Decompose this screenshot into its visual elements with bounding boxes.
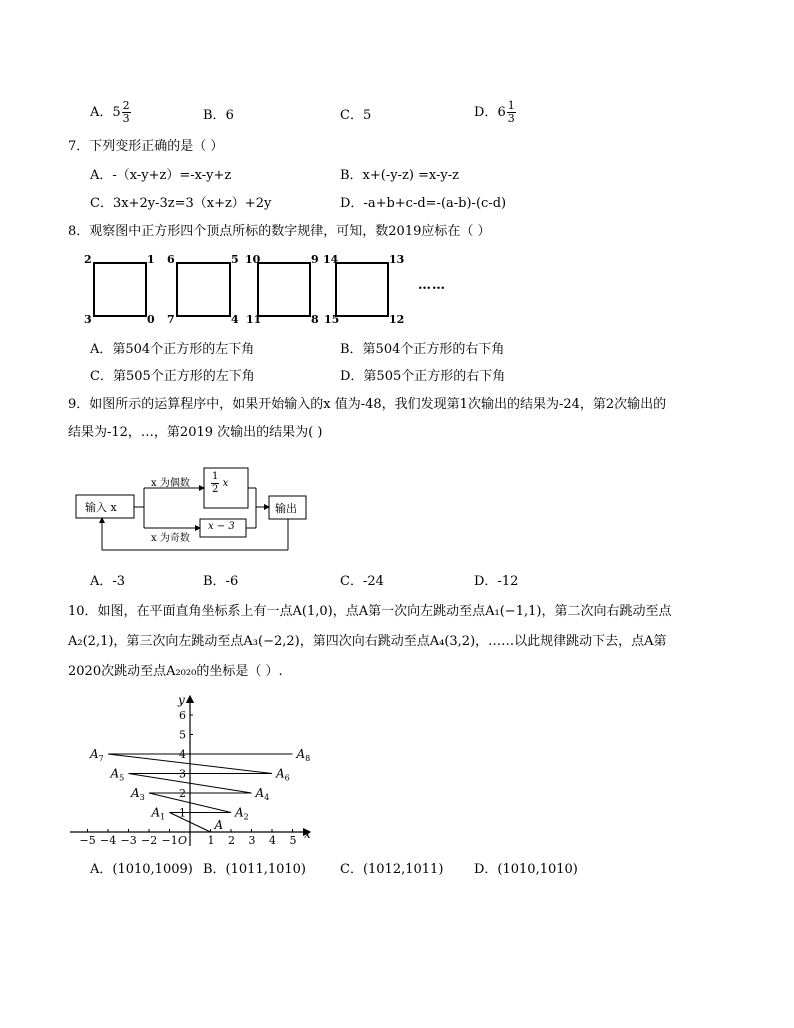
y-tick-label: 4	[179, 748, 186, 761]
denominator: 2	[212, 484, 219, 495]
point-subscript: 3	[139, 793, 145, 802]
square-3-label-tr: 9	[311, 253, 319, 266]
q9-option-b: B．-6	[203, 574, 239, 589]
mixed-whole: 6	[497, 105, 506, 120]
option-letter: A．	[90, 105, 113, 120]
q10-stem-line2: A₂(2,1)，第三次向左跳动至点A₃(−2,2)，第四次向右跳动至点A₄(3,2)，……以此规律跳动下去，点A第	[68, 634, 667, 649]
q8-stem: 8．观察图中正方形四个顶点所标的数字规律，可知，数2019应标在（ ）	[68, 224, 491, 239]
q10-option-d: D．(1010,1010)	[474, 862, 578, 877]
q8-option-b: B．第504个正方形的右下角	[340, 342, 505, 357]
numerator: 1	[212, 471, 219, 482]
q6-option-a	[90, 100, 131, 125]
x-tick-label: 2	[228, 834, 235, 847]
option-value: 6	[225, 108, 234, 123]
input-label: 输入 x	[85, 501, 117, 514]
y-tick-label: 5	[179, 728, 186, 742]
odd-branch-label: x 为奇数	[151, 533, 190, 544]
point-subscript: 6	[284, 773, 290, 783]
y-tick-label: 6	[179, 709, 186, 722]
point-subscript: 4	[264, 793, 270, 802]
q9-stem-line1: 9．如图所示的运算程序中，如果开始输入的x 值为-48，我们发现第1次输出的结果为-24，第2次输出的	[68, 397, 667, 412]
q9-option-d: D．-12	[474, 574, 519, 589]
square-3-label-tl: 10	[245, 253, 261, 266]
square-1-label-bl: 3	[84, 313, 92, 326]
x-tick-label: 4	[269, 834, 276, 847]
q7-stem: 7．下列变形正确的是（ ）	[68, 139, 224, 154]
option-letter: D．	[474, 105, 498, 120]
point-label-6: $A_6$	[276, 766, 290, 783]
q9-option-c: C．-24	[340, 574, 384, 589]
square-3-label-bl: 11	[246, 313, 262, 326]
q7-option-a: A．-（x-y+z）=-x-y+z	[90, 168, 232, 183]
x-tick-label: −3	[120, 834, 137, 847]
x-tick-label: −5	[79, 834, 96, 847]
numerator: 1	[507, 99, 515, 112]
x-tick-label: 1	[207, 834, 215, 847]
even-branch-label: x 为偶数	[151, 478, 190, 489]
square-1-label-tl: 2	[84, 253, 92, 266]
q10-option-b: B．(1011,1010)	[203, 862, 306, 877]
square-4-label-bl: 15	[324, 313, 340, 326]
point-subscript: 7	[98, 754, 104, 763]
square-4-label-br: 12	[389, 313, 405, 326]
q8-option-c: C．第505个正方形的左下角	[90, 369, 255, 384]
origin-label: O	[178, 834, 188, 847]
point-label-4: $A_4$	[255, 786, 270, 802]
point-subscript: 2	[243, 812, 249, 822]
q10-coordinate-plane	[68, 690, 328, 850]
x-tick-label: −4	[100, 834, 117, 847]
coordinate-content	[70, 693, 311, 847]
square-2-label-bl: 7	[167, 313, 175, 326]
ellipsis: ……	[418, 278, 446, 293]
q9-option-a: A．-3	[90, 574, 126, 589]
square-1-label-br: 0	[147, 313, 155, 326]
q7-option-b: B．x+(-y-z) =x-y-z	[340, 168, 460, 183]
numerator: 2	[122, 99, 130, 112]
square-1	[93, 262, 147, 317]
half-fraction	[211, 471, 219, 496]
q7-option-c: C．3x+2y-3z=3（x+z）+2y	[90, 196, 272, 211]
point-label-3: $A_3$	[131, 786, 145, 802]
y-tick-label: 2	[179, 787, 186, 800]
point-label-8: $A_8$	[296, 747, 311, 763]
minus-expression: x − 3	[208, 521, 235, 532]
q9-flowchart	[68, 462, 328, 557]
x-tick-label: 5	[289, 834, 297, 847]
x-tick-label: −2	[141, 834, 158, 847]
y-tick-label: 3	[179, 767, 186, 781]
y-tick-label: 1	[179, 806, 186, 820]
coordinate-svg	[68, 690, 328, 850]
q10-stem-line1: 10．如图，在平面直角坐标系上有一点A(1,0)，点A第一次向左跳动至点A₁(−1,1)，第二次向右跳动至点	[68, 604, 672, 619]
square-1-label-tr: 1	[147, 253, 155, 266]
option-value: 5	[362, 108, 372, 123]
q8-option-a: A．第504个正方形的左下角	[90, 342, 255, 357]
option-letter: C．	[340, 108, 363, 123]
denominator: 3	[507, 112, 515, 125]
mixed-whole: 5	[112, 105, 121, 120]
x-tick-label: 3	[248, 834, 256, 847]
point-label-2: $A_2$	[235, 805, 249, 822]
q7-option-d: D．-a+b+c-d=-(a-b)-(c-d)	[340, 196, 507, 211]
square-3	[257, 262, 311, 317]
half-expression	[210, 471, 228, 496]
q8-option-d: D．第505个正方形的右下角	[340, 369, 506, 384]
point-subscript: 5	[119, 773, 125, 783]
fraction	[122, 100, 131, 125]
q6-option-b	[203, 104, 234, 123]
square-2-label-tr: 5	[231, 253, 239, 266]
option-letter: B．	[203, 108, 226, 123]
square-2	[176, 262, 231, 317]
square-2-label-tl: 6	[167, 253, 175, 266]
point-subscript: 8	[305, 754, 311, 763]
half-variable: x	[222, 478, 229, 489]
square-4-label-tl: 14	[323, 253, 339, 266]
point-label-1: $A_1$	[151, 805, 166, 822]
square-4-label-tr: 13	[389, 253, 405, 266]
y-axis-label: y	[178, 693, 185, 707]
point-subscript: 1	[160, 812, 166, 822]
q10-stem-line3: 2020次跳动至点A₂₀₂₀的坐标是（ ）.	[68, 664, 283, 679]
q6-option-c	[340, 104, 371, 123]
x-axis-label: x	[304, 827, 311, 841]
x-tick-label: −1	[161, 834, 178, 847]
square-3-label-br: 8	[311, 313, 319, 326]
point-label-7: $A_7$	[90, 747, 104, 763]
q10-option-c: C．(1012,1011)	[340, 862, 444, 877]
output-label: 输出	[275, 502, 297, 515]
fraction	[507, 100, 516, 125]
q10-option-a: A．(1010,1009)	[90, 862, 193, 877]
q6-option-d	[474, 100, 516, 125]
q9-stem-line2: 结果为-12，…，第2019 次输出的结果为( )	[68, 425, 323, 440]
square-2-label-br: 4	[231, 313, 239, 326]
point-label-5: $A_5$	[110, 766, 125, 783]
denominator: 3	[122, 112, 130, 125]
point-label-0: A	[214, 818, 224, 832]
square-4	[335, 262, 389, 317]
